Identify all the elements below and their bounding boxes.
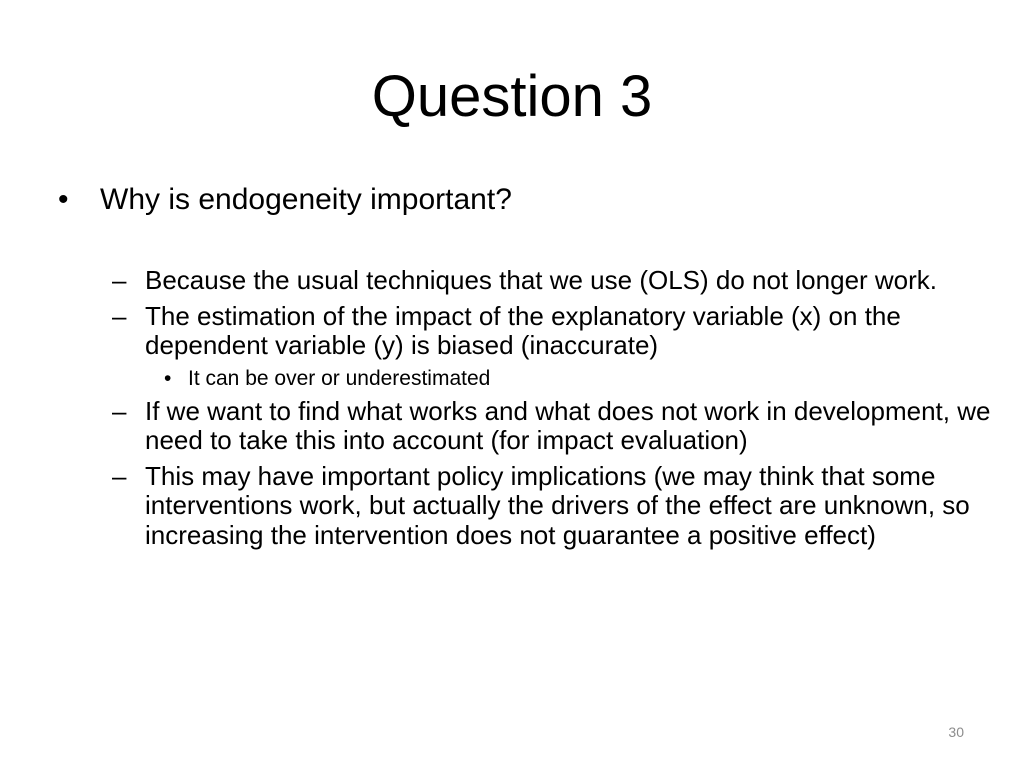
sub-bullet-item	[112, 397, 992, 456]
sub-bullet-text: The estimation of the impact of the explanatory variable (x) on the dependent variable (y) is biased (inaccurate)	[145, 300, 901, 360]
sub-bullet-item	[112, 302, 992, 361]
sub-sub-bullet-item	[164, 366, 992, 392]
sub-bullet-list	[112, 266, 992, 556]
dash-marker: –	[112, 300, 127, 331]
main-bullet-text: Why is endogeneity important?	[100, 183, 512, 216]
dash-marker: –	[112, 460, 127, 491]
sub-bullet-text: This may have important policy implications (we may think that some interventions work, but actually the drivers of the effect are unknown, so increasing the intervention does not guarantee a positive effect)	[145, 460, 970, 550]
sub-bullet-item	[112, 462, 992, 551]
sub-sub-bullet-text: It can be over or underestimated	[188, 366, 491, 390]
dash-marker: –	[112, 395, 127, 426]
bullet-marker: •	[164, 366, 172, 390]
bullet-marker: •	[58, 183, 69, 216]
slide-title: Question 3	[371, 64, 653, 129]
dash-marker: –	[112, 265, 127, 295]
sub-bullet-text: Because the usual techniques that we use (OLS) do not longer work.	[145, 265, 938, 295]
page-number: 30	[948, 724, 964, 740]
sub-bullet-item	[112, 266, 992, 296]
main-bullet	[58, 182, 978, 218]
sub-bullet-text: If we want to find what works and what does not work in development, we need to take this into account (for impact evaluation)	[145, 395, 991, 455]
